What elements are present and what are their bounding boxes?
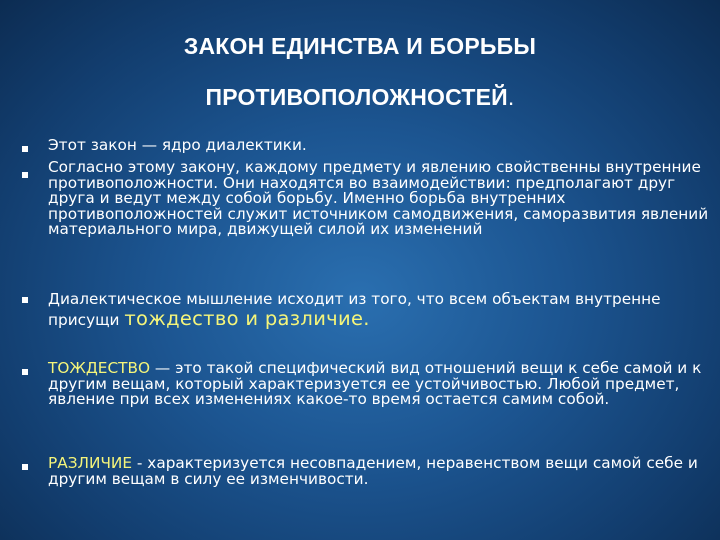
slide-title-line1: ЗАКОН ЕДИНСТВА И БОРЬБЫ	[183, 33, 537, 59]
bullet-1	[22, 146, 28, 152]
slide-title-dot: .	[507, 84, 515, 110]
paragraph-3-highlight: тождество и различие.	[124, 307, 370, 330]
bullet-4	[22, 369, 28, 375]
bullet-2	[22, 172, 28, 178]
paragraph-3-text: Диалектическое мышление исходит из того, что всем объектам внутренне присущи	[48, 290, 661, 329]
paragraph-2: Согласно этому закону, каждому предмету и явлению свойственны внутренние противоположности. Они находятся во взаимодействии: предполагают друг друга и ведут между собой борьбу. Именно борьба внутренних противоположностей служит источником самодвижения, саморазвития явлений материального мира, движущей силой их изменений	[48, 158, 709, 239]
bullet-5	[22, 464, 28, 470]
paragraph-5	[48, 456, 713, 487]
slide-title-word: ПРОТИВОПОЛОЖНОСТЕЙ	[205, 84, 508, 110]
term-tozhdestvo: ТОЖДЕСТВО	[48, 359, 151, 377]
bullet-3	[22, 297, 28, 303]
slide-title-line2	[0, 84, 720, 111]
paragraph-4	[48, 361, 713, 408]
paragraph-1: Этот закон — ядро диалектики.	[48, 136, 307, 154]
paragraph-3	[48, 289, 713, 330]
paragraph-4-text: — это такой специфический вид отношений вещи к себе самой и к другим вещам, который характеризуется ее устойчивостью. Любой предмет, явление при всех изменениях какое-то время остается самим собой.	[48, 359, 702, 409]
paragraph-5-text: - характеризуется несовпадением, неравенством вещи самой себе и другим вещам в силу ее изменчивости.	[48, 454, 698, 488]
term-razlichie: РАЗЛИЧИЕ	[48, 454, 133, 472]
